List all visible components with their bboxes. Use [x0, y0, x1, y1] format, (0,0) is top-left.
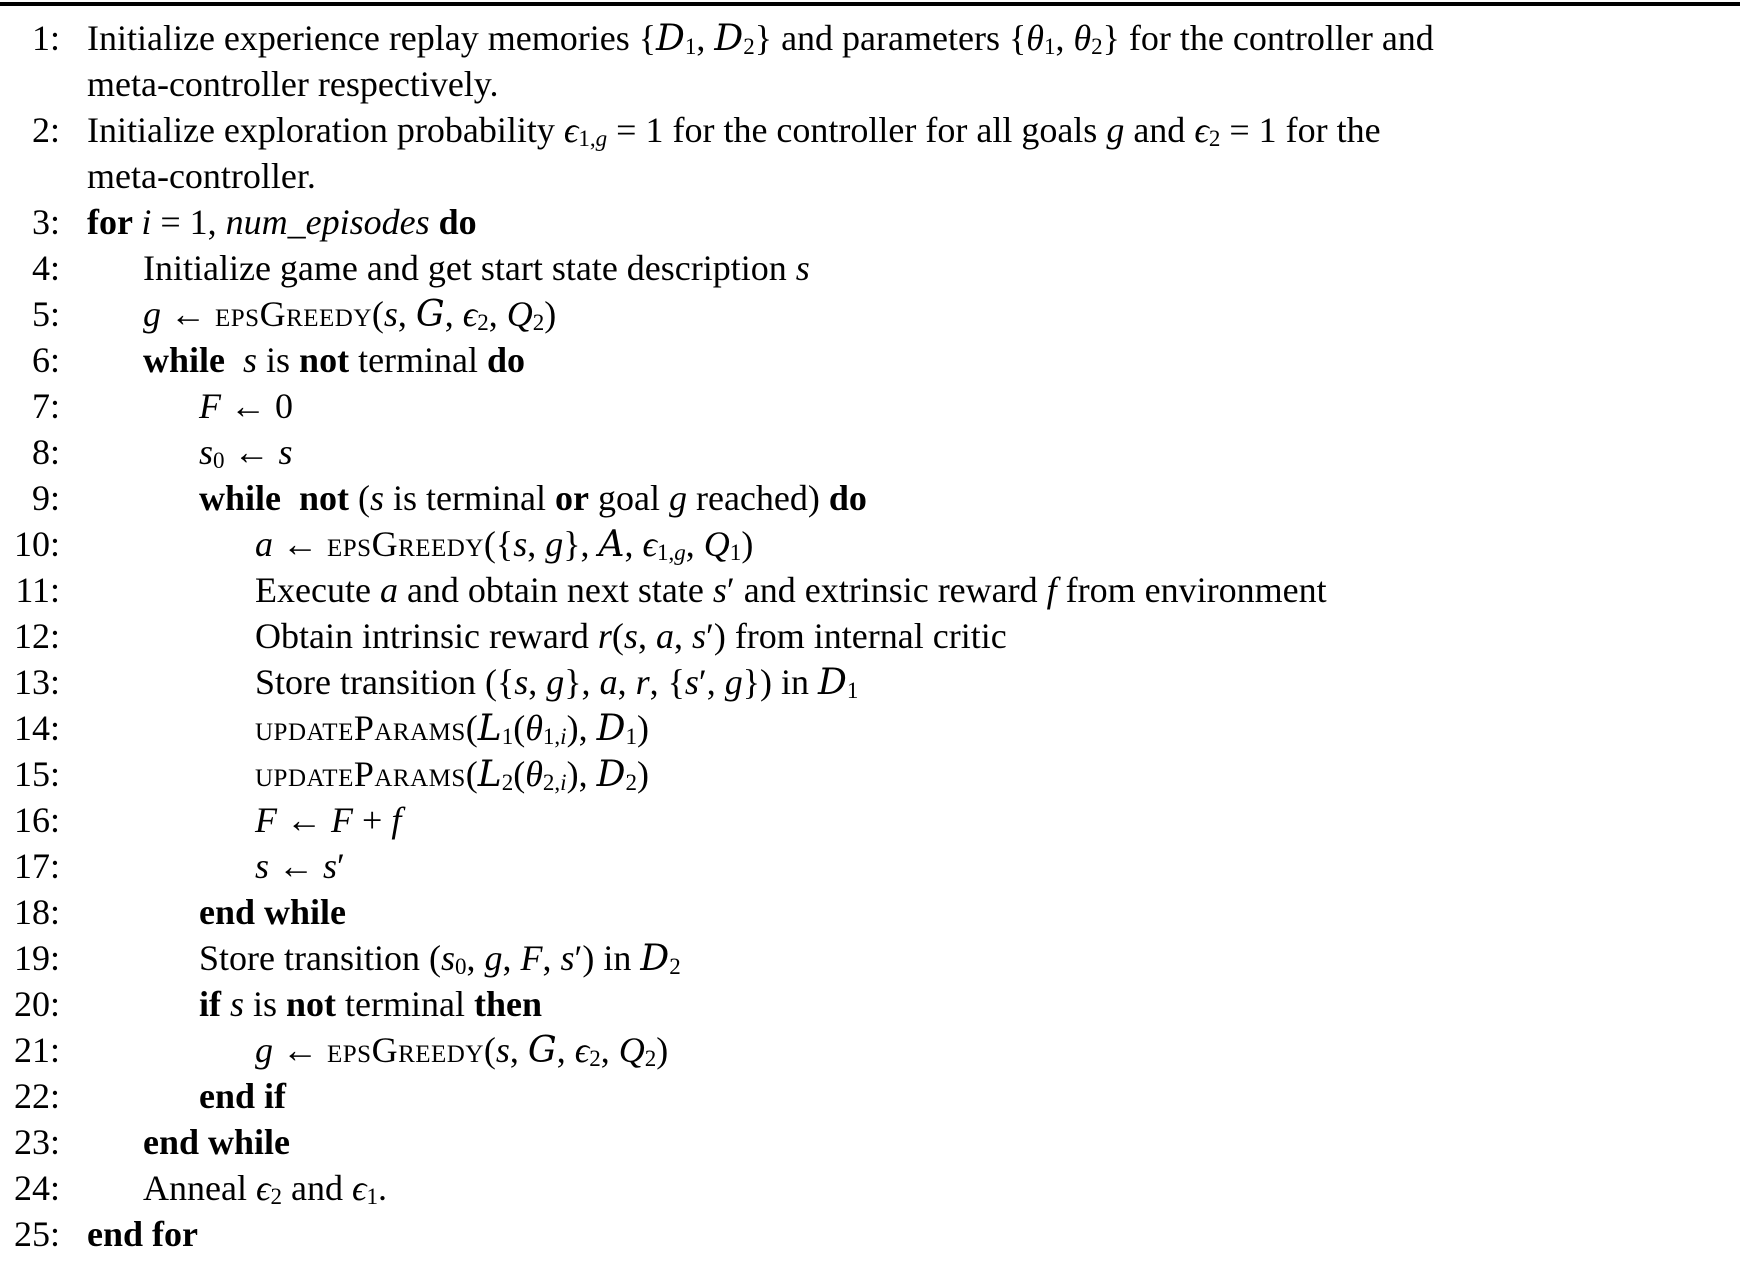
line-content: end for: [87, 1214, 198, 1254]
algorithm-lines: [0, 6, 1740, 1257]
algorithm-line: [0, 1119, 1740, 1165]
algorithm-line: [0, 61, 1740, 107]
line-number: 23:: [13, 1122, 60, 1162]
line-content: meta-controller.: [87, 156, 316, 196]
line-number: 1:: [31, 18, 60, 58]
line-number: 6:: [31, 340, 60, 380]
line-number: 14:: [13, 708, 60, 748]
line-content: end while: [143, 1122, 291, 1162]
algorithm-line: [0, 705, 1740, 751]
algorithm-line: [0, 659, 1740, 705]
algorithm-line: [0, 1027, 1740, 1073]
line-number: 20:: [13, 984, 60, 1024]
algorithm-line: [0, 751, 1740, 797]
line-content: Store transition (s0, g, F, s′) in D2: [199, 938, 681, 980]
line-number: 4:: [31, 248, 60, 288]
line-content: updateParams(L2(θ2,i), D2): [255, 754, 649, 796]
algorithm-line: [0, 475, 1740, 521]
line-number: 21:: [13, 1030, 60, 1070]
line-content: Initialize experience replay memories {D1, D2} and parameters {θ1, θ2} for the controller and: [87, 18, 1434, 60]
algorithm-line: [0, 291, 1740, 337]
line-number: 22:: [13, 1076, 60, 1116]
line-number: 13:: [13, 662, 60, 702]
line-number: 25:: [13, 1214, 60, 1254]
line-content: Initialize game and get start state description s: [143, 248, 810, 288]
line-number: 18:: [13, 892, 60, 932]
algorithm-line: [0, 1211, 1740, 1257]
line-content: if s is not terminal then: [199, 984, 543, 1024]
line-content: s ← s′: [255, 846, 345, 886]
line-number: 3:: [31, 202, 60, 242]
line-number: 24:: [13, 1168, 60, 1208]
line-content: Execute a and obtain next state s′ and extrinsic reward f from environment: [255, 570, 1327, 610]
line-number: 10:: [13, 524, 60, 564]
algorithm-line: [0, 245, 1740, 291]
algorithm-line: [0, 199, 1740, 245]
algorithm-line: [0, 567, 1740, 613]
line-number: 7:: [31, 386, 60, 426]
line-content: Anneal ϵ2 and ϵ1.: [143, 1168, 388, 1210]
line-content: Initialize exploration probability ϵ1,g = 1 for the controller for all goals g and ϵ2 = 1 for the: [87, 110, 1381, 152]
algorithm-listing: [0, 2, 1740, 1257]
line-number: 5:: [31, 294, 60, 334]
line-number: 19:: [13, 938, 60, 978]
line-number: 11:: [15, 570, 60, 610]
line-number: 12:: [13, 616, 60, 656]
algorithm-line: [0, 15, 1740, 61]
line-content: end while: [199, 892, 347, 932]
algorithm-line: [0, 153, 1740, 199]
algorithm-line: [0, 383, 1740, 429]
algorithm-line: [0, 429, 1740, 475]
algorithm-line: [0, 935, 1740, 981]
algorithm-line: [0, 1073, 1740, 1119]
algorithm-line: [0, 1165, 1740, 1211]
line-content: Obtain intrinsic reward r(s, a, s′) from internal critic: [255, 616, 1007, 656]
line-content: while s is not terminal do: [143, 340, 526, 380]
algorithm-line: [0, 889, 1740, 935]
algorithm-line: [0, 107, 1740, 153]
line-number: 15:: [13, 754, 60, 794]
line-content: s0 ← s: [199, 432, 293, 474]
algorithm-line: [0, 613, 1740, 659]
line-content: meta-controller respectively.: [87, 64, 499, 104]
line-content: end if: [199, 1076, 287, 1116]
line-content: g ← epsGreedy(s, G, ϵ2, Q2): [255, 1030, 669, 1072]
algorithm-line: [0, 521, 1740, 567]
line-content: Store transition ({s, g}, a, r, {s′, g}) in D1: [255, 662, 859, 704]
algorithm-line: [0, 797, 1740, 843]
line-content: F ← 0: [199, 386, 293, 426]
line-content: g ← epsGreedy(s, G, ϵ2, Q2): [143, 294, 557, 336]
line-number: 2:: [31, 110, 60, 150]
line-content: for i = 1, num_episodes do: [87, 202, 477, 242]
algorithm-line: [0, 843, 1740, 889]
algorithm-line: [0, 981, 1740, 1027]
line-number: 16:: [13, 800, 60, 840]
line-content: F ← F + f: [255, 800, 402, 840]
line-content: updateParams(L1(θ1,i), D1): [255, 708, 649, 750]
line-content: while not (s is terminal or goal g reached) do: [199, 478, 867, 518]
line-number: 8:: [31, 432, 60, 472]
line-content: a ← epsGreedy({s, g}, A, ϵ1,g, Q1): [255, 524, 754, 566]
line-number: 9:: [31, 478, 60, 518]
line-number: 17:: [13, 846, 60, 886]
algorithm-line: [0, 337, 1740, 383]
